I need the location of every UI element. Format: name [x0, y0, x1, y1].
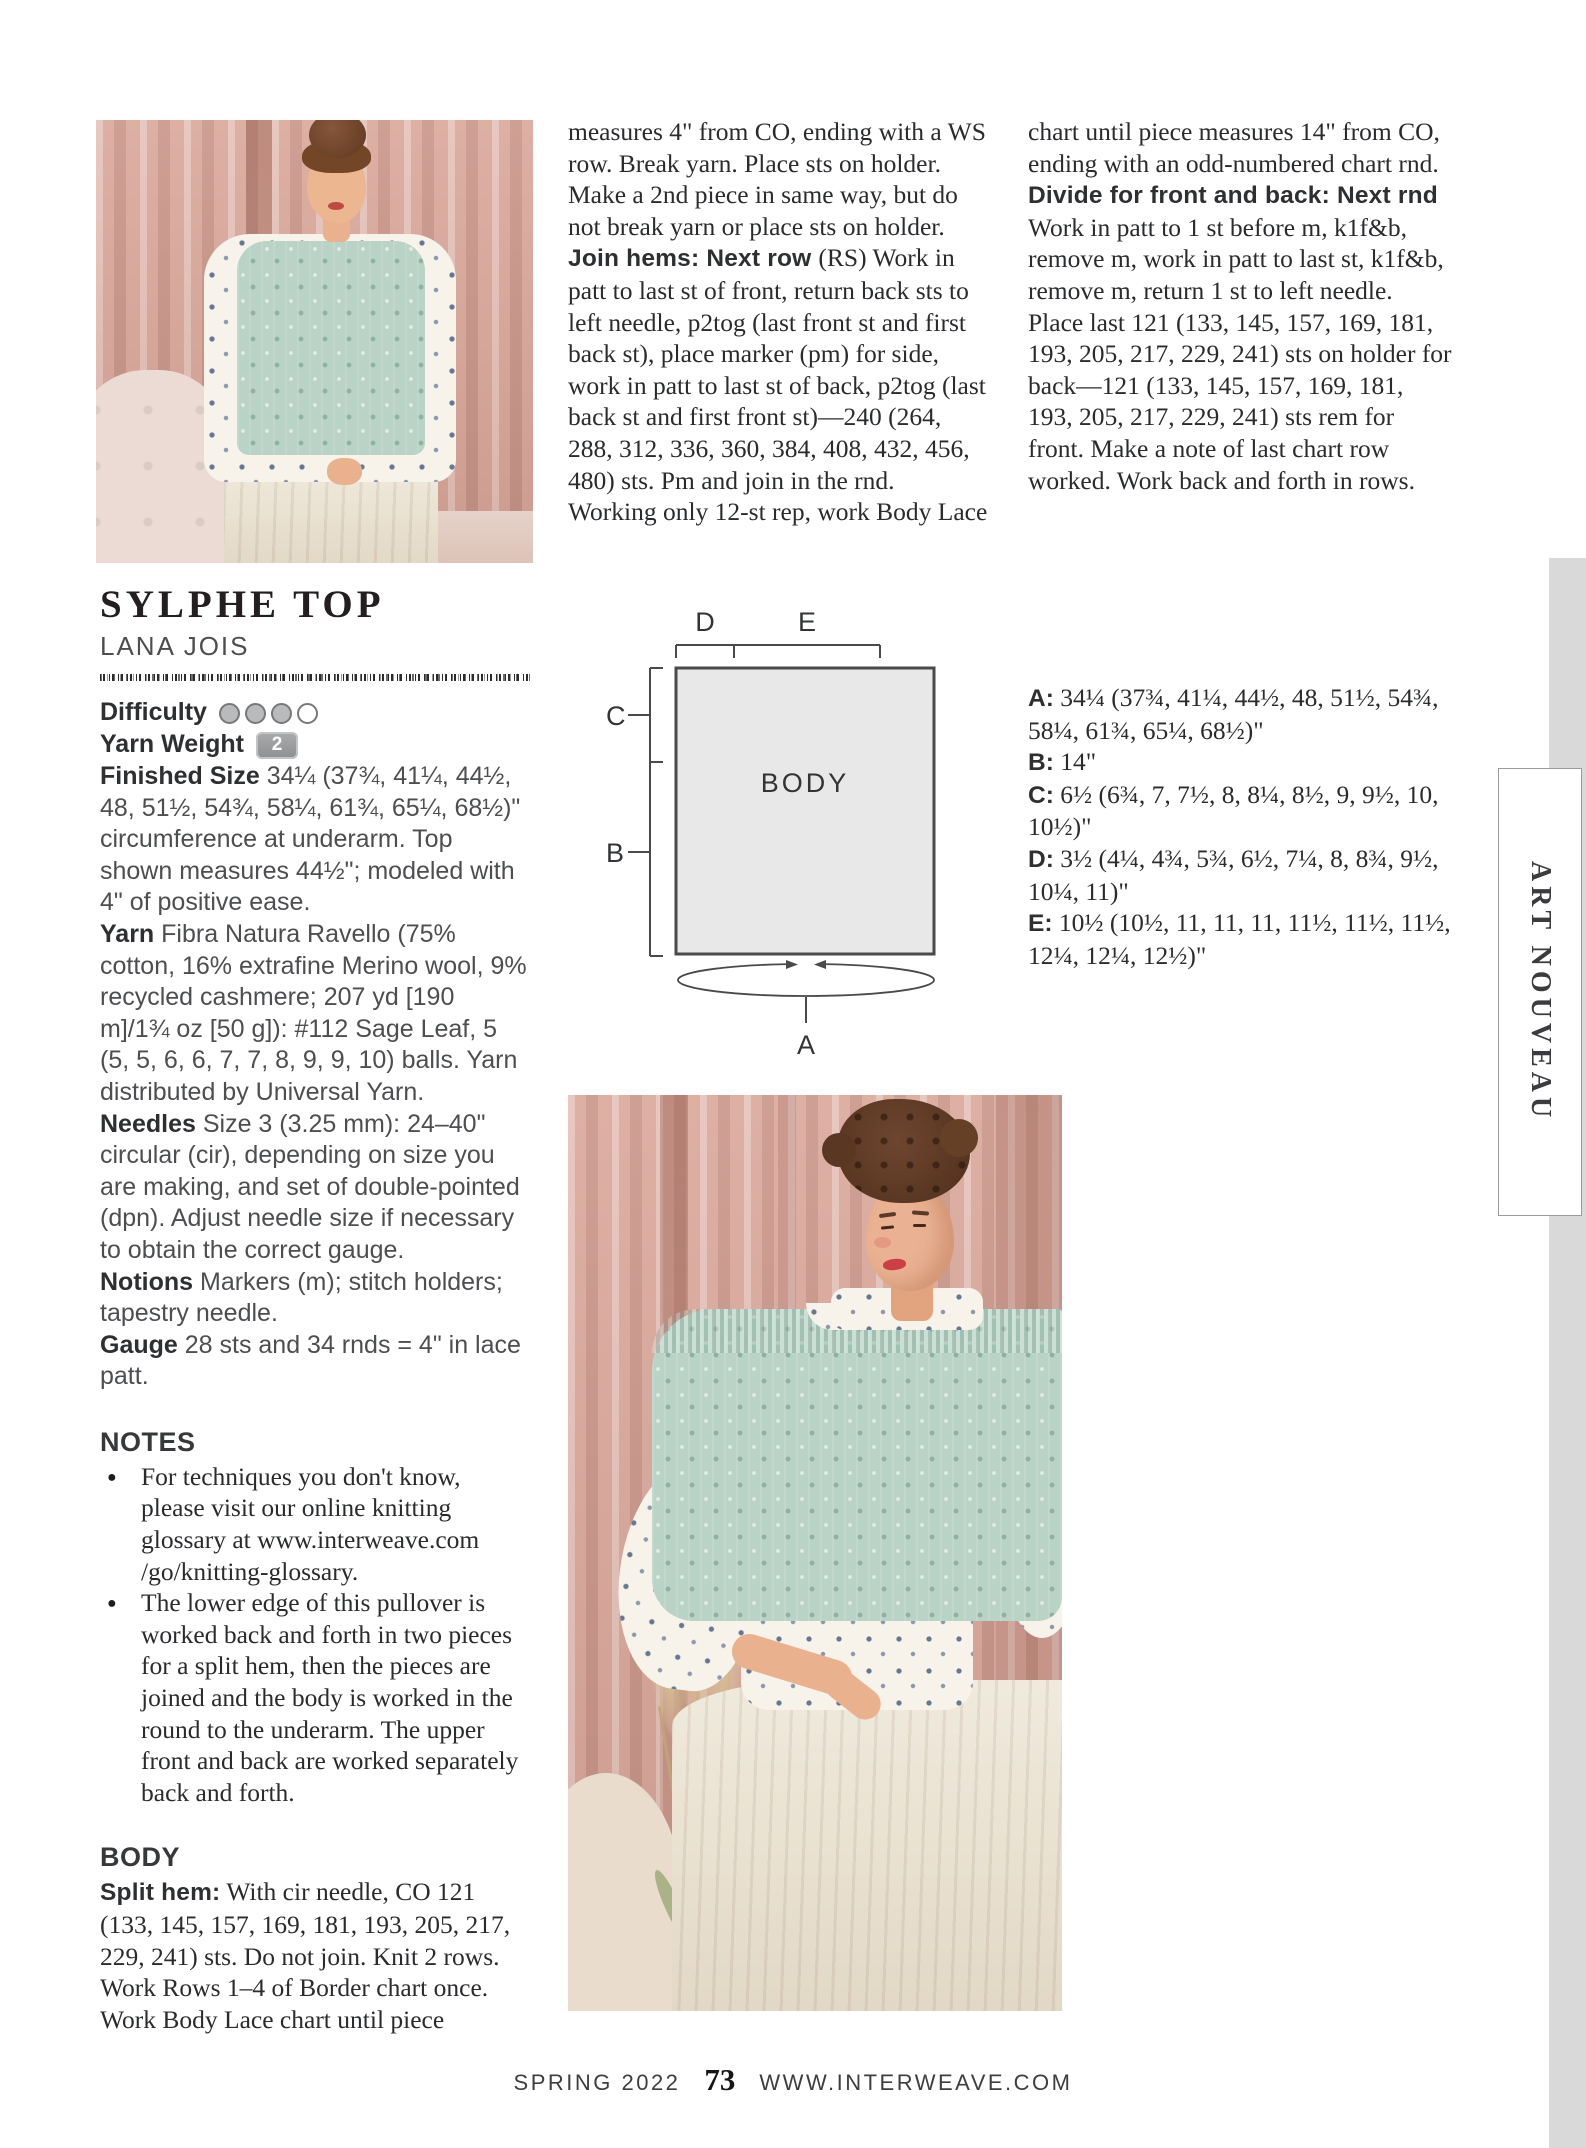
difficulty-row — [100, 697, 530, 729]
schematic-label-e: E — [797, 607, 817, 637]
section-tab-label: ART NOUVEAU — [1525, 861, 1556, 1123]
note-item: ● The lower edge of this pullover is worked back and forth in two pieces for a split hem, then the pieces are joined and the body is worked in the round to the underarm. The upper front and back are worked separately back and forth. — [100, 1587, 530, 1808]
designer-byline: LANA JOIS — [100, 631, 250, 661]
measurement-key — [1028, 682, 1456, 971]
spec-needles: Needles Size 3 (3.25 mm): 24–40" circular (cir), depending on size you are making, and set of double-pointed (dpn). Adjust needle size if necessary to obtain the correct gauge. — [100, 1109, 520, 1264]
body-section-heading: BODY — [100, 1842, 181, 1873]
section-tab — [1498, 768, 1582, 1216]
measurement-e: E: 10½ (10½, 11, 11, 11, 11½, 11½, 11½, 12¼, 12¼, 12½)" — [1028, 908, 1451, 970]
difficulty-label: Difficulty — [100, 698, 207, 727]
schematic-label-a: A — [796, 1030, 816, 1060]
model-skirt — [672, 1680, 1062, 2011]
spec-finished-size: Finished Size 34¼ (37¾, 41¼, 44½, 48, 51½, 54¾, 58¼, 61¾, 65¼, 68½)" circumference at underarm. Top shown measures 44½"; modeled with 4" of positive ease. — [100, 762, 521, 917]
barcode-divider — [100, 674, 530, 681]
footer-website: WWW.INTERWEAVE.COM — [759, 2070, 1073, 2095]
measurement-d: D: 3½ (4¼, 4¾, 5¾, 6½, 7¼, 8, 8¾, 9½, 10¼, 11)" — [1028, 843, 1439, 906]
pattern-specs — [100, 697, 530, 1393]
instructions-middle: measures 4" from CO, ending with a WS row. Break yarn. Place sts on holder. Make a 2nd piece in same way, but do not break yarn or place sts on holder. Join hems: Next row (RS) Work in patt to last st of front, return back sts to left needle, p2tog (last front st and first back st), place marker (pm) for side, work in patt to last st of back, p2tog (last back st and first front st)—240 (264, 288, 312, 336, 360, 384, 408, 432, 456, 480) sts. Pm and join in the rnd. Working only 12-st rep, work Body Lace — [568, 117, 988, 527]
schematic-label-b: B — [606, 838, 625, 868]
spec-notions: Notions Markers (m); stitch holders; tapestry needle. — [100, 1267, 503, 1328]
pattern-title: SYLPHE TOP — [100, 583, 385, 626]
difficulty-dot-filled-icon — [245, 703, 266, 724]
right-column — [1028, 116, 1454, 496]
photo-model-large — [568, 1095, 1062, 2011]
difficulty-dot-filled-icon — [219, 703, 240, 724]
model-hands — [327, 458, 362, 485]
model-hair-bun — [838, 1099, 970, 1203]
measurement-b: B: 14" — [1028, 747, 1097, 777]
model-lace-top — [237, 241, 425, 455]
schematic-label-d: D — [695, 607, 715, 637]
model-eye — [881, 1225, 894, 1229]
schematic-piece-label: BODY — [760, 768, 850, 798]
spec-yarn: Yarn Fibra Natura Ravello (75% cotton, 16% extrafine Merino wool, 9% recycled cashmere; 207 yd [190 m]/1¾ oz [50 g]): #112 Sage Leaf, 5 (5, 5, 6, 6, 7, 7, 8, 9, 9, 10) balls. Yarn distributed by Universal Yarn. — [100, 919, 527, 1106]
yarn-weight-badge-icon: 2 — [256, 732, 298, 759]
page-footer — [0, 2062, 1586, 2098]
difficulty-rating — [219, 703, 318, 724]
measurement-a: A: 34¼ (37¾, 41¼, 44½, 48, 51½, 54¾, 58¼, 61¾, 65¼, 68½)" — [1028, 683, 1439, 745]
body-section-text: Split hem: With cir needle, CO 121 (133, 145, 157, 169, 181, 193, 205, 217, 229, 241) sts. Do not join. Knit 2 rows. Work Rows 1–4 of Border chart once. Work Body Lace chart until piece — [100, 1877, 511, 2034]
footer-page-number: 73 — [704, 2062, 736, 2097]
model-lace-top — [652, 1309, 1062, 1621]
schematic-arrow-gap — [788, 961, 824, 972]
spec-gauge: Gauge 28 sts and 34 rnds = 4" in lace patt. — [100, 1330, 521, 1391]
footer-season: SPRING 2022 — [513, 2070, 681, 2095]
schematic-body-rect — [676, 668, 934, 954]
notes-heading: NOTES — [100, 1426, 196, 1457]
difficulty-dot-filled-icon — [271, 703, 292, 724]
model-brow — [912, 1210, 929, 1215]
model-blush — [874, 1237, 891, 1248]
photo-model-small — [96, 120, 533, 563]
note-item: ● For techniques you don't know, please visit our online knitting glossary at www.interweave.com /go/knitting-glossary. — [100, 1461, 530, 1587]
model-brow — [879, 1212, 896, 1218]
instructions-right: chart until piece measures 14" from CO, ending with an odd-numbered chart rnd. Divide for front and back: Next rnd Work in patt to 1 st before m, k1f&b, remove m, work in patt to last st, k1f&b, remove m, return 1 st to left needle. Place last 121 (133, 145, 157, 169, 181, 193, 205, 217, 229, 241) sts on holder for back—121 (133, 145, 157, 169, 181, 193, 205, 217, 229, 241) sts rem for front. Make a note of last chart row worked. Work back and forth in rows. — [1028, 117, 1452, 495]
model-eye — [913, 1224, 926, 1227]
model-lips — [328, 202, 344, 210]
difficulty-dot-empty-icon — [297, 703, 318, 724]
model-lips — [882, 1258, 906, 1271]
body-schematic-diagram — [600, 595, 1040, 1065]
yarn-weight-row — [100, 729, 530, 761]
middle-column — [568, 116, 988, 528]
yarn-weight-label: Yarn Weight — [100, 730, 245, 759]
measurement-c: C: 6½ (6¾, 7, 7½, 8, 8¼, 8½, 9, 9½, 10, 10½)" — [1028, 779, 1439, 842]
left-column — [100, 584, 530, 2035]
schematic-label-c: C — [606, 701, 626, 731]
